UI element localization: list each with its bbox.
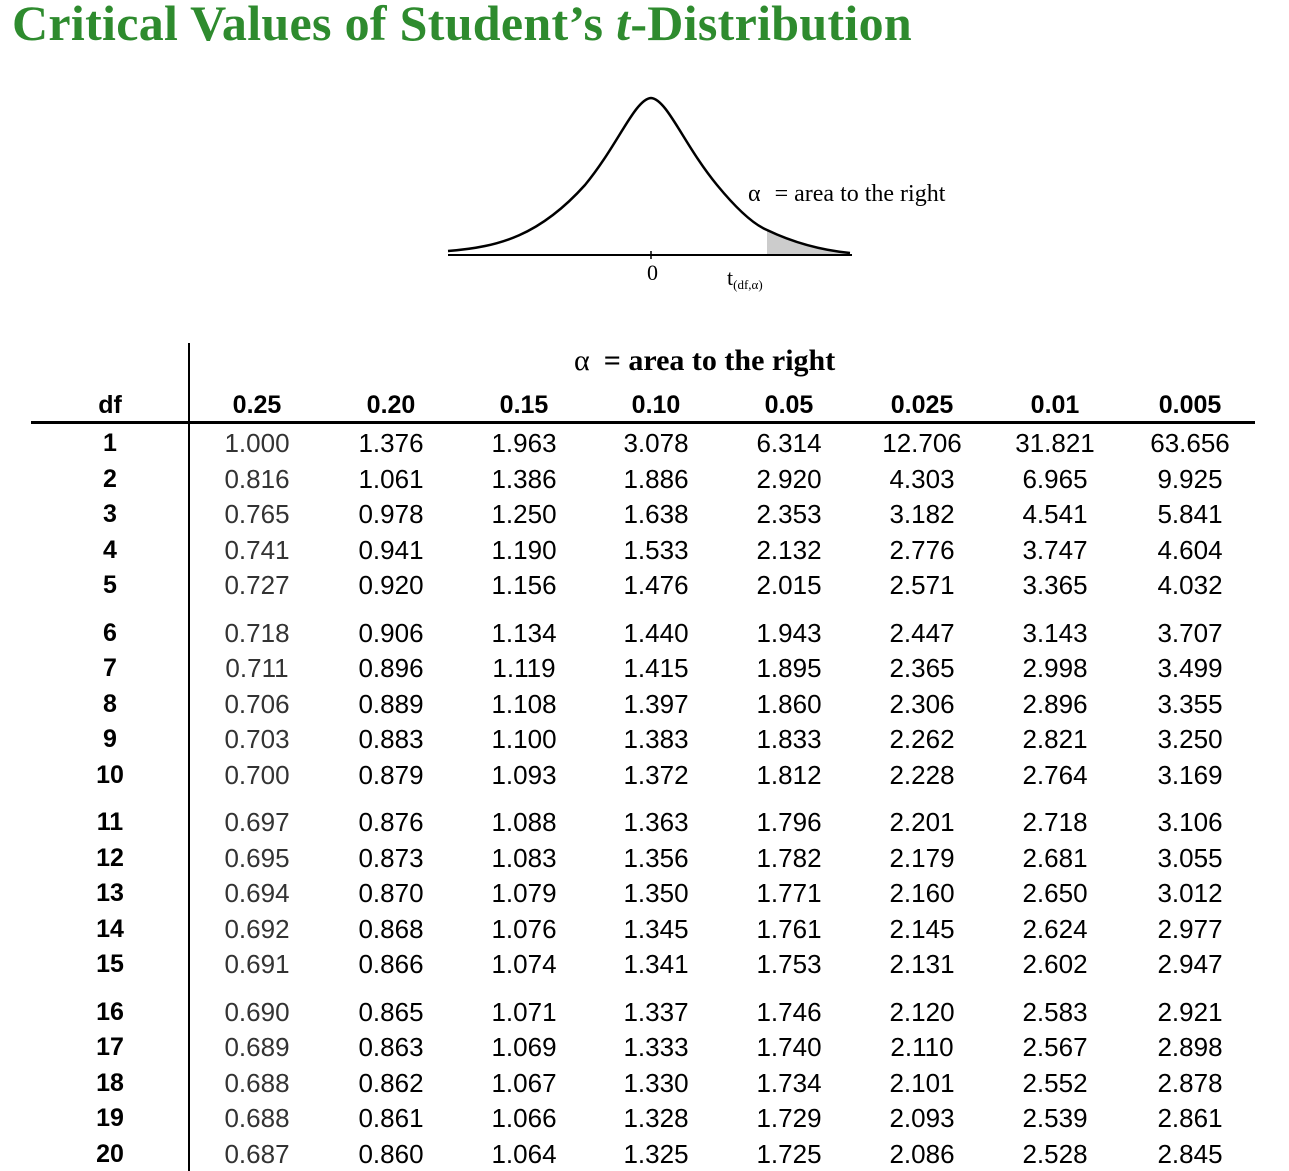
alpha-column-header: 0.025 [890,391,954,419]
critical-value-cell: 0.695 [224,842,290,873]
df-cell: 3 [103,500,117,528]
critical-value-cell: 2.539 [1022,1103,1088,1133]
critical-value-cell: 1.533 [623,534,689,565]
critical-value-cell: 0.876 [358,807,424,837]
critical-value-cell: 2.650 [1022,878,1088,908]
critical-value-cell: 3.355 [1157,688,1223,719]
df-column-header: df [98,391,122,419]
critical-value-cell: 1.074 [491,949,557,979]
critical-value-cell: 2.353 [756,499,822,529]
title-variable: t [616,0,631,51]
critical-value-cell: 1.415 [623,653,689,683]
alpha-header-symbol: α [574,344,590,377]
critical-value-cell: 63.656 [1150,428,1230,458]
critical-value-cell: 2.845 [1157,1138,1223,1169]
critical-value-cell: 1.071 [491,996,557,1027]
critical-value-cell: 1.000 [224,428,290,458]
critical-value-cell: 1.363 [623,807,689,837]
critical-value-cell: 0.978 [358,499,424,529]
df-cell: 2 [103,464,117,493]
critical-value-cell: 3.143 [1022,617,1088,648]
critical-value-cell: 2.015 [756,570,822,600]
critical-value-cell: 2.201 [889,807,955,837]
critical-value-cell: 4.541 [1022,499,1088,529]
critical-value-cell: 2.262 [889,724,955,754]
critical-value-cell: 2.110 [890,1032,954,1062]
critical-value-cell: 1.350 [623,878,689,908]
critical-value-cell: 1.064 [491,1138,557,1169]
critical-value-cell: 2.447 [889,617,955,648]
critical-value-cell: 0.687 [224,1138,290,1169]
df-cell: 14 [96,914,124,943]
critical-value-cell: 1.333 [623,1032,689,1062]
critical-value-cell: 3.012 [1157,878,1223,908]
critical-value-cell: 2.861 [1157,1103,1223,1133]
critical-value-cell: 2.681 [1022,842,1088,873]
critical-value-cell: 0.868 [358,913,424,944]
critical-value-cell: 6.965 [1022,463,1088,494]
critical-value-cell: 3.499 [1157,653,1223,683]
alpha-column-header: 0.005 [1158,391,1222,419]
critical-value-cell: 0.920 [358,570,424,600]
df-cell: 5 [103,571,117,599]
alpha-column-header: 0.05 [764,391,814,419]
critical-value-cell: 3.365 [1022,570,1088,600]
critical-value-cell: 1.250 [491,499,557,529]
critical-value-cell: 0.866 [358,949,424,979]
critical-value-cell: 1.895 [756,653,822,683]
critical-value-cell: 1.076 [491,913,557,944]
df-cell: 9 [103,725,117,753]
critical-value-cell: 4.303 [889,463,955,494]
df-cell: 12 [96,843,124,872]
critical-value-cell: 1.079 [491,878,557,908]
critical-value-cell: 2.306 [889,688,955,719]
critical-value-cell: 2.898 [1157,1032,1223,1062]
critical-value-cell: 2.086 [889,1138,955,1169]
critical-value-cell: 0.692 [224,913,290,944]
critical-value-cell: 0.711 [225,653,289,683]
df-cell: 1 [103,429,117,457]
critical-value-cell: 2.602 [1022,949,1088,979]
critical-value-cell: 12.706 [882,428,962,458]
critical-value-cell: 9.925 [1157,463,1223,494]
critical-value-cell: 1.119 [492,653,556,683]
critical-value-cell: 4.604 [1157,534,1223,565]
zero-label: 0 [647,260,658,285]
critical-value-cell: 3.182 [889,499,955,529]
critical-value-cell: 0.889 [358,688,424,719]
critical-value-cell: 2.528 [1022,1138,1088,1169]
df-cell: 7 [103,654,117,682]
critical-value-cell: 5.841 [1157,499,1223,529]
critical-value-cell: 1.729 [756,1103,822,1133]
critical-value-cell: 1.088 [491,807,557,837]
critical-value-cell: 31.821 [1015,428,1095,458]
df-cell: 18 [96,1068,124,1097]
critical-value-cell: 0.694 [224,878,290,908]
df-cell: 13 [96,879,124,907]
critical-value-cell: 3.250 [1157,724,1223,754]
alpha-header [574,344,835,378]
critical-value-cell: 1.328 [623,1103,689,1133]
critical-value-cell: 2.776 [889,534,955,565]
critical-value-cell: 3.747 [1022,534,1088,565]
df-cell: 6 [103,618,117,647]
critical-value-cell: 3.169 [1157,759,1223,790]
df-cell: 19 [96,1104,124,1132]
critical-value-cell: 1.812 [756,759,822,790]
critical-value-cell: 0.863 [358,1032,424,1062]
critical-value-cell: 2.179 [889,842,955,873]
critical-value-cell: 2.718 [1022,807,1088,837]
critical-value-cell: 1.356 [623,842,689,873]
critical-value-cell: 1.067 [491,1067,557,1098]
critical-value-cell: 1.386 [491,463,557,494]
critical-value-cell: 0.883 [358,724,424,754]
critical-value-cell: 1.782 [756,842,822,873]
critical-value-cell: 0.727 [224,570,290,600]
critical-value-cell: 1.860 [756,688,822,719]
critical-value-cell: 0.879 [358,759,424,790]
alpha-note-text: = area to the right [774,181,946,207]
critical-value-cell: 1.796 [756,807,822,837]
critical-value-cell: 2.947 [1157,949,1223,979]
title-prefix: Critical Values of Student’s [12,0,617,51]
critical-value-cell: 0.689 [224,1032,290,1062]
df-cell: 10 [96,760,124,789]
critical-value-cell: 2.101 [889,1067,955,1098]
critical-value-cell: 2.921 [1157,996,1223,1027]
critical-value-cell: 0.688 [224,1067,290,1098]
critical-value-cell: 2.977 [1157,913,1223,944]
critical-value-cell: 0.688 [224,1103,290,1133]
critical-value-cell: 1.093 [491,759,557,790]
critical-value-cell: 2.093 [889,1103,955,1133]
critical-value-cell: 2.878 [1157,1067,1223,1098]
critical-value-cell: 1.066 [491,1103,557,1133]
critical-value-cell: 1.100 [491,724,557,754]
critical-value-cell: 0.690 [224,996,290,1027]
critical-value-cell: 1.325 [623,1138,689,1169]
df-cell: 8 [103,689,117,718]
df-cell: 16 [96,997,124,1026]
critical-value-cell: 1.833 [756,724,822,754]
critical-value-cell: 1.061 [358,463,424,494]
critical-value-cell: 1.134 [491,617,557,648]
critical-value-cell: 1.761 [756,913,822,944]
critical-value-cell: 2.821 [1022,724,1088,754]
critical-value-cell: 0.691 [224,949,290,979]
critical-value-symbol: t [727,265,734,290]
critical-value-cell: 2.160 [889,878,955,908]
critical-value-cell: 0.697 [224,807,290,837]
critical-value-cell: 2.583 [1022,996,1088,1027]
critical-value-cell: 1.638 [623,499,689,529]
critical-value-cell: 0.741 [224,534,290,565]
critical-value-cell: 2.571 [889,570,955,600]
critical-value-cell: 0.873 [358,842,424,873]
critical-value-cell: 3.106 [1157,807,1223,837]
alpha-column-header: 0.20 [366,391,416,419]
critical-value-cell: 1.372 [623,759,689,790]
alpha-column-header: 0.01 [1030,391,1080,419]
critical-value-cell: 2.120 [889,996,955,1027]
critical-value-cell: 2.624 [1022,913,1088,944]
critical-value-cell: 1.156 [491,570,557,600]
critical-value-cell: 1.383 [623,724,689,754]
critical-value-cell: 4.032 [1157,570,1223,600]
critical-value-cell: 2.228 [889,759,955,790]
critical-value-cell: 0.861 [358,1103,424,1133]
critical-value-cell: 1.476 [623,570,689,600]
critical-value-cell: 0.860 [358,1138,424,1169]
critical-value-cell: 1.069 [491,1032,557,1062]
critical-value-cell: 0.700 [224,759,290,790]
critical-value-cell: 1.397 [623,688,689,719]
critical-value-cell: 1.376 [358,428,424,458]
table-header-rule [31,421,1255,424]
critical-value-cell: 3.707 [1157,617,1223,648]
critical-value-cell: 1.746 [756,996,822,1027]
critical-value-cell: 0.865 [358,996,424,1027]
alpha-column-header: 0.10 [631,391,681,419]
critical-value-subscript: (df,α) [733,277,763,292]
critical-value-cell: 1.108 [491,688,557,719]
df-cell: 17 [96,1033,124,1061]
critical-value-cell: 0.706 [224,688,290,719]
critical-value-cell: 1.337 [623,996,689,1027]
critical-value-cell: 0.870 [358,878,424,908]
alpha-symbol: α [748,181,761,207]
title-suffix: -Distribution [630,0,913,51]
critical-value-cell: 1.943 [756,617,822,648]
critical-value-cell: 2.998 [1022,653,1088,683]
critical-value-cell: 1.740 [756,1032,822,1062]
critical-value-cell: 3.078 [623,428,689,458]
critical-value-cell: 1.330 [623,1067,689,1098]
critical-value-cell: 0.765 [224,499,290,529]
critical-value-cell: 3.055 [1157,842,1223,873]
critical-value-cell: 0.703 [224,724,290,754]
critical-value-cell: 0.862 [358,1067,424,1098]
critical-value-cell: 1.190 [491,534,557,565]
critical-value-cell: 2.896 [1022,688,1088,719]
critical-value-cell: 2.145 [889,913,955,944]
df-cell: 4 [103,535,117,564]
df-cell: 20 [96,1139,124,1168]
critical-value-cell: 0.718 [224,617,290,648]
critical-value-cell: 0.816 [224,463,290,494]
alpha-column-header: 0.15 [499,391,549,419]
df-cell: 11 [96,808,124,836]
critical-value-cell: 2.552 [1022,1067,1088,1098]
critical-value-cell: 0.941 [358,534,424,565]
critical-value-cell: 1.734 [756,1067,822,1098]
critical-value-cell: 1.771 [756,878,822,908]
critical-value-cell: 2.567 [1022,1032,1088,1062]
critical-value-cell: 0.906 [358,617,424,648]
critical-value-cell: 2.920 [756,463,822,494]
critical-value-cell: 6.314 [756,428,822,458]
alpha-header-text: = area to the right [603,344,836,377]
critical-value-cell: 2.132 [756,534,822,565]
table-vertical-divider [188,343,190,1171]
alpha-column-header: 0.25 [232,391,282,419]
critical-value-cell: 1.345 [623,913,689,944]
critical-value-cell: 2.764 [1022,759,1088,790]
critical-value-cell: 1.963 [491,428,557,458]
critical-value-cell: 2.131 [889,949,955,979]
critical-value-cell: 1.341 [623,949,689,979]
df-cell: 15 [96,950,124,978]
critical-value-cell: 1.083 [491,842,557,873]
critical-value-cell: 0.896 [358,653,424,683]
critical-value-cell: 1.725 [756,1138,822,1169]
critical-value-cell: 1.440 [623,617,689,648]
critical-value-cell: 2.365 [889,653,955,683]
critical-value-cell: 1.886 [623,463,689,494]
critical-value-cell: 1.753 [756,949,822,979]
